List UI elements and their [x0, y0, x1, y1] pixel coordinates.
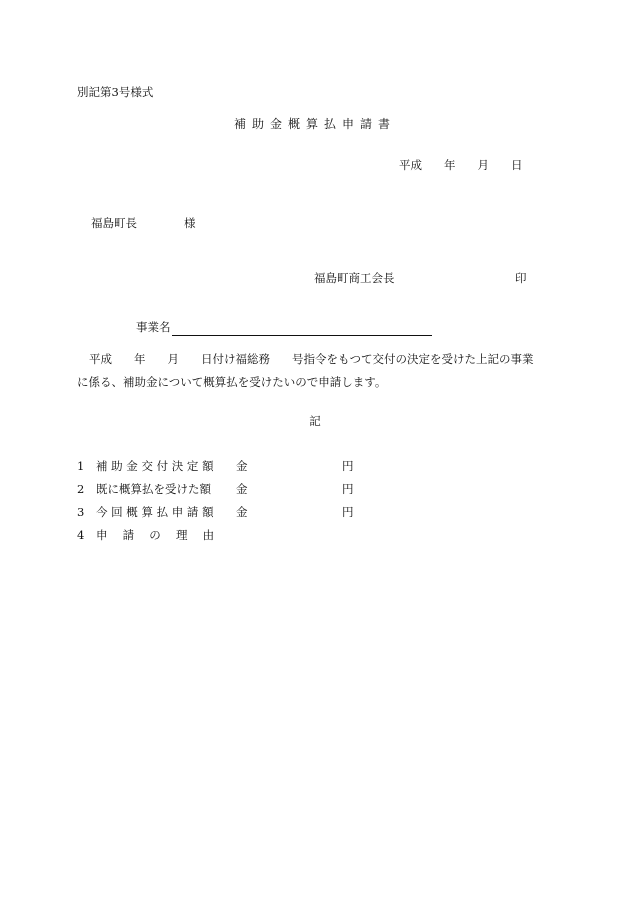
- body-line-2: に係る、補助金について概算払を受けたいので申請します。: [77, 375, 387, 389]
- ki-heading: 記: [309, 414, 321, 428]
- item-label: 申 請 の 理 由: [96, 528, 215, 542]
- item-number: 2: [77, 482, 85, 496]
- document-title: 補助金概算払申請書: [233, 117, 396, 131]
- item-list: [77, 461, 354, 553]
- form-number: 別記第3号様式: [77, 85, 154, 99]
- body-line-1: [77, 348, 555, 371]
- item-label: 今 回 概 算 払 申 請 額: [96, 505, 214, 519]
- seal-mark: 印: [515, 271, 527, 285]
- body-text: [77, 348, 555, 394]
- item-number: 1: [77, 459, 85, 473]
- sender-title: 福島町商工会長: [314, 271, 395, 285]
- body-month: 月: [167, 352, 179, 366]
- body-era: 平成: [89, 352, 112, 366]
- item-yen: 円: [342, 459, 354, 473]
- body-text-2: 号指令をもつて交付の決定を受けた上記の事業: [292, 352, 534, 366]
- body-year: 年: [134, 352, 146, 366]
- item-yen: 円: [342, 482, 354, 496]
- addressee-honorific: 様: [184, 216, 196, 230]
- item-number: 4: [77, 528, 85, 542]
- item-label: 既に概算払を受けた額: [96, 482, 211, 496]
- date-year: 年: [444, 158, 456, 172]
- item-kin: 金: [236, 505, 248, 519]
- date-era: 平成: [399, 158, 422, 172]
- list-item: [77, 484, 354, 507]
- item-number: 3: [77, 505, 85, 519]
- date-line: [399, 160, 523, 172]
- item-kin: 金: [236, 482, 248, 496]
- item-kin: 金: [236, 459, 248, 473]
- body-text-1: 日付け福総務: [201, 352, 270, 366]
- item-yen: 円: [342, 505, 354, 519]
- list-item: [77, 461, 354, 484]
- item-label: 補 助 金 交 付 決 定 額: [96, 459, 214, 473]
- project-name-label: 事業名: [136, 320, 171, 334]
- addressee-name: 福島町長: [91, 216, 137, 230]
- list-item: [77, 507, 354, 530]
- date-day: 日: [511, 158, 523, 172]
- project-name-underline: [172, 335, 432, 336]
- list-item: [77, 530, 354, 553]
- date-month: 月: [477, 158, 489, 172]
